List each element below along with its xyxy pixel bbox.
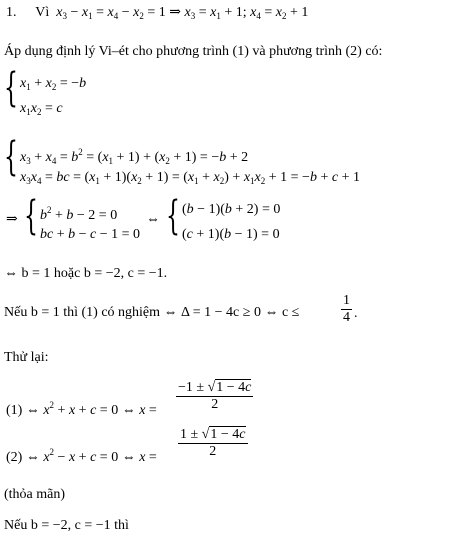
brace-system-2: { (4, 134, 18, 180)
system-1-eq-1: $x_1 + x_2 = -b$ (20, 76, 87, 92)
line-2: Áp dụng định lý Vi–ét cho phương trình (1) và phương trình (2) có: (4, 44, 383, 59)
system-1-eq-2: $x_1x_2 = c$ (20, 101, 63, 117)
fraction-root-2 (178, 427, 248, 460)
line-1-text: Vì $x_3 - x_1 = x_4 - x_2 = 1$ ⇒ $x_3 = x_1 + 1$; $x_4 = x_2 + 1$ (35, 5, 309, 21)
fraction-root-1 (176, 380, 253, 413)
implies-arrow: ⇒ (6, 212, 18, 227)
equiv-arrow: ⇔ (146, 212, 160, 227)
line-10: (2) ⇔ $x^2 - x + c = 0$ ⇔ x = (6, 447, 157, 465)
line-7 (4, 305, 299, 321)
system-3-eq-1: $b^2 + b - 2 = 0$ (40, 205, 118, 223)
fraction-root-2-denominator: 2 (209, 444, 217, 459)
brace-system-3: { (24, 193, 38, 239)
line-8: Thử lại: (4, 350, 49, 365)
system-2-eq-2: $x_3x_4$ = bc = $(x_1 + 1)(x_2 + 1) = (x_1 + x_2) + x_1x_2 + 1 = -b + c + 1$ (20, 170, 360, 186)
brace-system-4: { (166, 193, 180, 239)
line-9: (1) ⇔ $x^2 + x + c = 0$ ⇔ x = (6, 400, 157, 418)
system-3-eq-2: bc + b − c − 1 = 0 (40, 227, 141, 242)
fraction-root-2-numerator: 1 ± √1 − 4c (180, 427, 246, 442)
fraction-one-quarter (341, 293, 352, 326)
line-7-text: Nếu b = 1 thì (1) có nghiệm ⇔ Δ = 1 − 4c ≥ 0 ⇔ c ≤ (4, 305, 300, 320)
system-4-eq-2: (c + 1)(b − 1) = 0 (182, 227, 280, 242)
brace-system-1: { (4, 65, 18, 111)
fraction-numerator: 1 (343, 293, 350, 308)
line-1 (6, 5, 308, 24)
item-number: 1. (6, 5, 17, 20)
system-2-eq-1: $x_3 + x_4 = b^2 = (x_1 + 1) + (x_2 + 1) = -b + 2$ (20, 147, 249, 166)
line-11: (thỏa mãn) (4, 487, 66, 502)
line-12: Nếu b = −2, c = −1 thì (4, 518, 129, 533)
line-6: ⇔ b = 1 hoặc b = −2, c = −1. (4, 266, 168, 281)
system-4-eq-1: (b − 1)(b + 2) = 0 (182, 202, 281, 217)
fraction-root-1-denominator: 2 (211, 397, 219, 412)
fraction-root-1-numerator: −1 ± √1 − 4c (178, 380, 252, 395)
line-7-period: . (354, 306, 358, 321)
fraction-denominator: 4 (343, 310, 350, 325)
